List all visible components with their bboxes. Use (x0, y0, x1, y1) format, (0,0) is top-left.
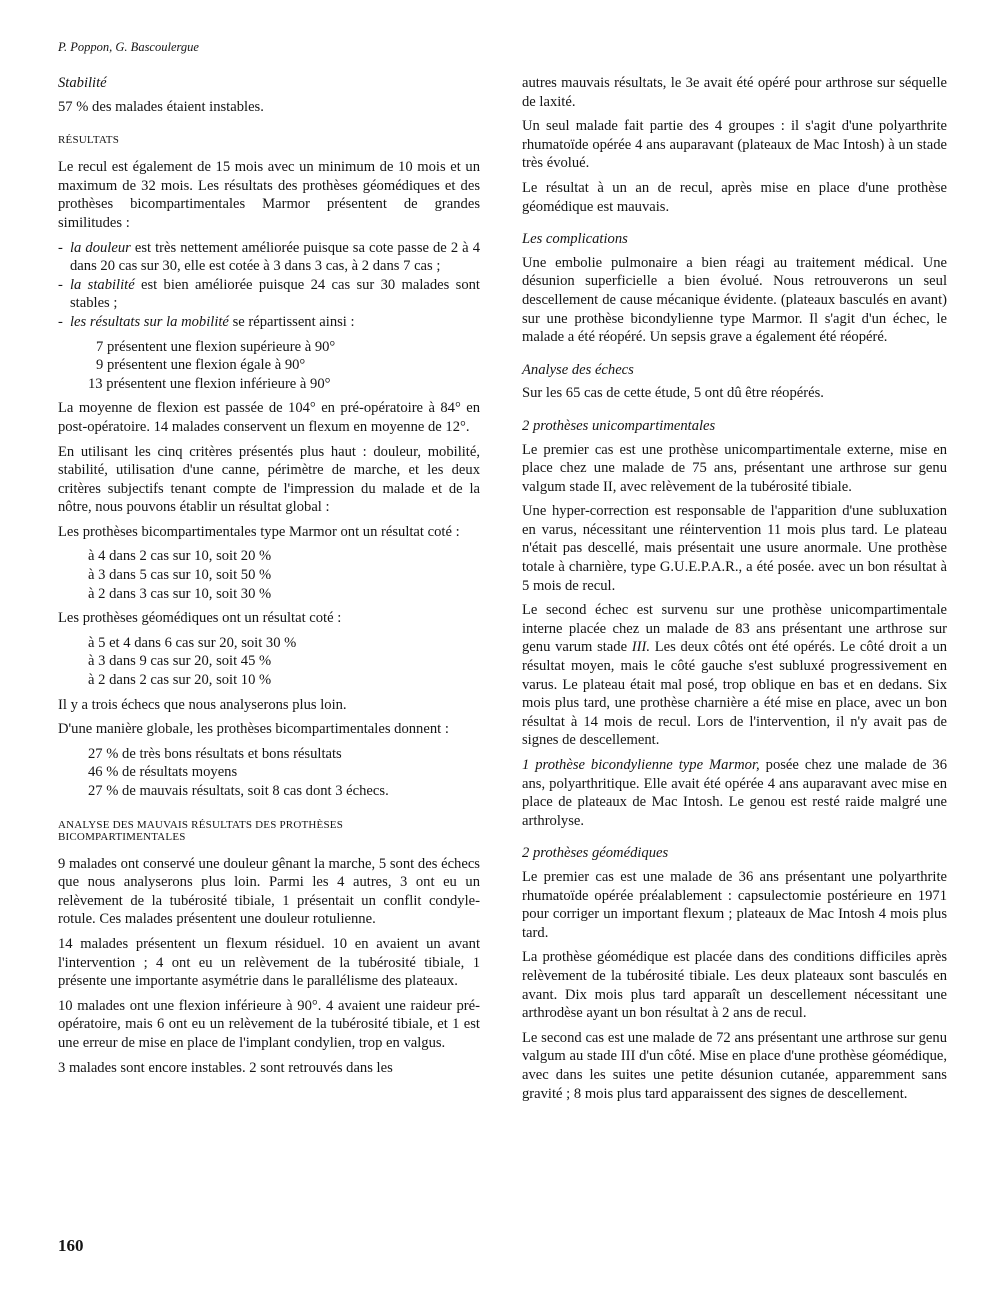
stabilite-subtitle: Stabilité (58, 75, 107, 91)
geomedic-results-list (58, 634, 480, 690)
paragraph (522, 756, 947, 830)
text-run-italic: 1 prothèse bicondylienne type Marmor, (522, 757, 760, 773)
text-run: Le second échec est survenu sur une prothèse unicompartimentale interne placée chez un malade de 83 ans présentant une arthrose sur genu varum stade (522, 602, 947, 656)
result-line: à 3 dans 5 cas sur 10, soit 50 % (88, 567, 272, 584)
result-line: 46 % de résultats moyens (88, 764, 238, 781)
analyse-heading-line: ANALYSE DES MAUVAIS RÉSULTATS DES PROTHÈSES (58, 818, 344, 831)
result-line: à 4 dans 2 cas sur 10, soit 20 % (88, 548, 272, 565)
text-run: Les deux côtés ont été opérés. Le côté droit a un résultat moyen, mais le côté gauche s'est subluxé progressivement en varus. Le plateau était mal posé, trop oblique en bas et en dedans. Six mois plus tard, une prothèse charnière a été mise en place, avec un bon résultat à 14 mois de recul. Lors de l'intervention, il n'y avait pas de signes de descellement. (522, 639, 947, 749)
paragraph: Il y a trois échecs que nous analyserons plus loin. (58, 696, 347, 713)
paragraph: D'une manière globale, les prothèses bicompartimentales donnent : (58, 721, 449, 738)
paragraph: autres mauvais résultats, le 3e avait été opéré pour arthrose sur séquelle de laxité. (522, 75, 947, 110)
paragraph: Une embolie pulmonaire a bien réagi au traitement médical. Une désunion superficielle a bien évolué. Nous retrouverons un seul descellement de cause mécanique évidente. (plateaux basculés en avant) sur une prothèse bicondylienne type Marmor. Il s'agit d'un échec, le malade a été réopéré. Un sepsis grave a également été réopéré. (522, 254, 947, 346)
list-item-lead: la douleur (70, 239, 131, 256)
page-number: 160 (58, 1236, 84, 1255)
resultats-heading: RÉSULTATS (58, 134, 120, 147)
list-item-lead: la stabilité (70, 276, 135, 293)
list-item (58, 276, 480, 313)
paragraph: La prothèse géomédique est placée dans des conditions difficiles après relèvement de la tubérosité tibiale. Les deux plateaux sont basculés en avant. Dix mois plus tard apparaît un descellement nécessitant une arthrodèse ayant un bon résultat à 2 ans de recul. (522, 949, 947, 1022)
analyse-heading (58, 819, 480, 843)
echecs-subtitle: Analyse des échecs (522, 361, 634, 378)
text-run: posée chez une malade de 36 ans, polyarthritique. Elle avait été opérée 4 ans auparavant avec mise en place de plateaux de Mac Intosh. Le genou est resté raide malgré une arthrolyse. (522, 757, 947, 829)
mobility-list (58, 338, 480, 394)
list-item (58, 313, 480, 332)
mobility-line: 13 présentent une flexion inférieure à 90° (88, 375, 331, 392)
list-item (58, 239, 480, 276)
mobility-line: 9 présentent une flexion égale à 90° (96, 357, 306, 374)
marmor-results-list (58, 547, 480, 603)
right-column (522, 74, 947, 1109)
paragraph: Le recul est également de 15 mois avec un minimum de 10 mois et un maximum de 32 mois. Les résultats des prothèses géomédiques et des prothèses bicompartimentales Marmor présentent de grandes similitudes : (58, 159, 480, 231)
complications-subtitle: Les complications (522, 231, 628, 248)
paragraph: 10 malades ont une flexion inférieure à 90°. 4 avaient une raideur pré-opératoire, mais 6 ont eu un relèvement de la tubérosité tibiale, et 1 est une erreur de mise en place de l'implant condylien, trop en valgus. (58, 997, 480, 1051)
left-column (58, 74, 480, 1083)
result-line: à 2 dans 2 cas sur 20, soit 10 % (88, 672, 272, 689)
result-line: 27 % de très bons résultats et bons résultats (88, 745, 342, 762)
paragraph: En utilisant les cinq critères présentés plus haut : douleur, mobilité, stabilité, utilisation d'une canne, périmètre de marche, et les deux critères subjectifs tenant compte de l'impression du malade et de la nôtre, nous pouvons établir un résultat global : (58, 443, 480, 516)
paragraph: Le second cas est une malade de 72 ans présentant une arthrose sur genu valgum au stade III d'un côté. Mise en place d'une prothèse géomédique, avec dans les suites une petite désunion cutanée, apparemment sans gravité ; 8 mois plus tard apparaissent des signes de descellement. (522, 1029, 947, 1102)
stabilite-paragraph: 57 % des malades étaient instables. (58, 98, 264, 115)
mobility-line: 7 présentent une flexion supérieure à 90° (96, 338, 336, 355)
paragraph: Le résultat à un an de recul, après mise en place d'une prothèse géomédique est mauvais. (522, 179, 947, 215)
analyse-heading-line: BICOMPARTIMENTALES (58, 830, 186, 843)
result-line: à 2 dans 3 cas sur 10, soit 30 % (88, 585, 272, 602)
list-item-lead: les résultats sur la mobilité (70, 313, 229, 330)
paragraph: 14 malades présentent un flexum résiduel. 10 en avaient un avant l'intervention ; 4 ont eu un relèvement de la tubérosité tibiale, 1 présente une importante asymétrie dans le parallélisme des plateaux. (58, 935, 480, 990)
paragraph: Un seul malade fait partie des 4 groupes : il s'agit d'une polyarthrite rhumatoïde opérée 4 ans auparavant (plateaux de Mac Intosh) à un stade très évolué. (522, 118, 947, 172)
result-line: à 5 et 4 dans 6 cas sur 20, soit 30 % (88, 634, 297, 651)
text-run-italic: III. (631, 639, 651, 656)
result-line: à 3 dans 9 cas sur 20, soit 45 % (88, 653, 272, 670)
paragraph: Les prothèses géomédiques ont un résultat coté : (58, 610, 342, 627)
paragraph: 3 malades sont encore instables. 2 sont retrouvés dans les (58, 1059, 393, 1076)
paragraph: Les prothèses bicompartimentales type Marmor ont un résultat coté : (58, 523, 460, 540)
paragraph: Le premier cas est une malade de 36 ans présentant une polyarthrite rhumatoïde opérée préalablement : capsulectomie postérieure en 1971 pour corriger un important flexum ; plateaux de Mac Intosh 4 mois plus tard. (522, 868, 947, 941)
paragraph: La moyenne de flexion est passée de 104° en pré-opératoire à 84° en post-opératoire. 14 malades conservent un flexum en moyenne de 12°. (58, 400, 480, 435)
list-item-text: est bien améliorée puisque 24 cas sur 30 malades sont stables ; (70, 276, 480, 312)
running-header: P. Poppon, G. Bascoulergue (58, 40, 199, 54)
paragraph: Le premier cas est une prothèse unicompartimentale externe, mise en place chez une malade de 75 ans, présentant une arthrose sur genu valgum stade II, avec relèvement de la tubérosité tibiale. (522, 441, 947, 495)
paragraph: 9 malades ont conservé une douleur gênant la marche, 5 sont des échecs que nous analyserons plus loin. Parmi les 4 autres, 3 ont eu un relèvement de la tubérosité tibiale, 1 présentait un conflit condyle-rotule. Ces malades présentent une douleur rotulienne. (58, 855, 480, 928)
list-item-text: se répartissent ainsi : (228, 313, 355, 330)
global-results-list (58, 745, 480, 801)
paragraph (522, 601, 947, 750)
results-list (58, 239, 480, 332)
geomediques-subtitle: 2 prothèses géomédiques (522, 845, 669, 862)
paragraph: Sur les 65 cas de cette étude, 5 ont dû être réopérés. (522, 385, 824, 402)
result-line: 27 % de mauvais résultats, soit 8 cas dont 3 échecs. (88, 783, 389, 799)
list-item-text: est très nettement améliorée puisque sa cote passe de 2 à 4 dans 20 cas sur 30, elle est cotée à 3 dans 3 cas, à 2 dans 7 cas ; (70, 239, 480, 275)
unicompartimentales-subtitle: 2 prothèses unicompartimentales (522, 417, 716, 434)
paragraph: Une hyper-correction est responsable de l'apparition d'une subluxation en varus, nécessitant une réintervention 11 mois plus tard. Le plateau n'était pas descellé, mais présentait une usure anormale. Une prothèse totale à charnière, type G.U.E.P.A.R., a été posée. avec un bon résultat à 5 mois de recul. (522, 503, 947, 594)
